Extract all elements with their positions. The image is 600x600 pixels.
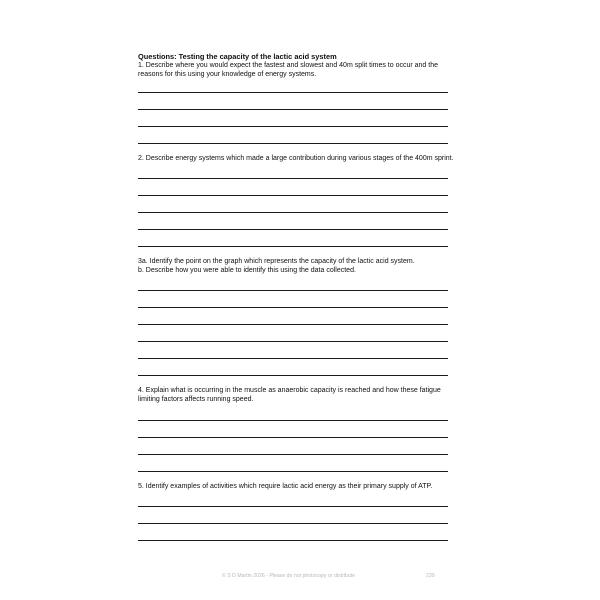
answer-line[interactable] bbox=[138, 454, 448, 455]
question-5-text: 5. Identify examples of activities which require lactic acid energy as their primary supply of ATP. bbox=[138, 483, 433, 490]
answer-line[interactable] bbox=[138, 195, 448, 196]
worksheet-heading: Questions: Testing the capacity of the lactic acid system bbox=[138, 52, 337, 61]
question-block-3 bbox=[138, 257, 458, 275]
question-2-text: 2. Describe energy systems which made a large contribution during various stages of the 400m sprint. bbox=[138, 155, 454, 162]
answer-line[interactable] bbox=[138, 540, 448, 541]
question-block-4 bbox=[138, 386, 458, 404]
answer-line[interactable] bbox=[138, 212, 448, 213]
question-4-text: 4. Explain what is occurring in the muscle as anaerobic capacity is reached and how these fatigue limiting factors affects running speed. bbox=[138, 387, 441, 403]
answer-line[interactable] bbox=[138, 229, 448, 230]
question-block-5 bbox=[138, 482, 458, 491]
footer-copyright: © S D Martin 2026 - Please do not photocopy or distribute bbox=[222, 573, 356, 579]
question-3-text: 3a. Identify the point on the graph which represents the capacity of the lactic acid system. b. Describe how you were able to identify this using the data collected. bbox=[138, 258, 415, 274]
answer-line[interactable] bbox=[138, 290, 448, 291]
answer-line[interactable] bbox=[138, 358, 448, 359]
answer-line[interactable] bbox=[138, 437, 448, 438]
question-block-1 bbox=[138, 52, 458, 79]
answer-line[interactable] bbox=[138, 246, 448, 247]
answer-line[interactable] bbox=[138, 126, 448, 127]
answer-line[interactable] bbox=[138, 143, 448, 144]
answer-line[interactable] bbox=[138, 307, 448, 308]
answer-line[interactable] bbox=[138, 506, 448, 507]
answer-line[interactable] bbox=[138, 92, 448, 93]
answer-line[interactable] bbox=[138, 341, 448, 342]
question-block-2 bbox=[138, 154, 458, 163]
answer-line[interactable] bbox=[138, 109, 448, 110]
answer-line[interactable] bbox=[138, 420, 448, 421]
answer-line[interactable] bbox=[138, 324, 448, 325]
question-1-text: 1. Describe where you would expect the fastest and slowest and 40m split times to occur and the reasons for this using your knowledge of energy systems. bbox=[138, 62, 438, 78]
answer-line[interactable] bbox=[138, 375, 448, 376]
answer-line[interactable] bbox=[138, 178, 448, 179]
answer-line[interactable] bbox=[138, 523, 448, 524]
answer-line[interactable] bbox=[138, 471, 448, 472]
footer-page-number: 239 bbox=[426, 573, 435, 579]
